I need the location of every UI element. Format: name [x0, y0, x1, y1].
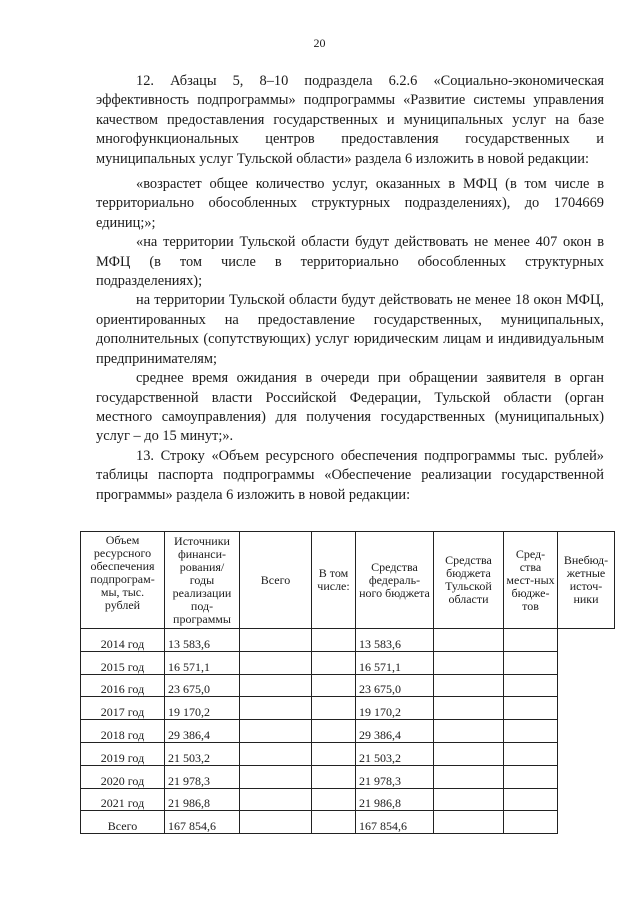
regional-cell: 29 386,4 — [356, 720, 434, 743]
extra-cell — [504, 765, 558, 788]
including-cell — [240, 811, 312, 834]
paragraph-item-12: 12. Абзацы 5, 8–10 подраздела 6.2.6 «Социально-экономическая эффективность подпрограммы» подпрограммы «Развитие системы управления качеством предоставления государственных и муниципальных услуг на базе многофункциональных центров предоставления государственных и муниципальных услуг Тульской области» раздела 6 изложить в новой редакции: — [96, 73, 604, 167]
regional-cell: 21 503,2 — [356, 742, 434, 765]
row-header-cell — [81, 532, 165, 629]
year-cell: 2020 год — [81, 765, 165, 788]
paragraph-windows-18: на территории Тульской области будут действовать не менее 18 окон МФЦ, ориентированных на предоставление государственных, муниципальных, дополнительных (сопутствующих) услуг юридическим лицам и индивидуальным предпринимателям; — [96, 292, 604, 367]
total-cell: 167 854,6 — [165, 811, 240, 834]
local-cell — [434, 697, 504, 720]
regional-cell: 21 986,8 — [356, 788, 434, 811]
header-total: Всего — [240, 532, 312, 629]
local-cell — [434, 811, 504, 834]
table-body — [81, 629, 615, 834]
paragraph-services-count: «возрастет общее количество услуг, оказанных в МФЦ (в том числе в территориально обособленных структурных подразделениях), до 1704669 единиц;»; — [96, 176, 604, 231]
federal-cell — [312, 765, 356, 788]
page-number: 20 — [313, 36, 326, 50]
regional-cell: 21 978,3 — [356, 765, 434, 788]
extra-cell — [504, 788, 558, 811]
extra-cell — [504, 674, 558, 697]
extra-cell — [504, 811, 558, 834]
year-cell: 2018 год — [81, 720, 165, 743]
regional-cell: 19 170,2 — [356, 697, 434, 720]
regional-cell: 23 675,0 — [356, 674, 434, 697]
paragraph-waiting-time: среднее время ожидания в очереди при обращении заявителя в орган государственной власти Российской Федерации, Тульской области (орган местного самоуправления) для получения государственных (муниципальных) услуг – до 15 минут;». — [96, 370, 604, 445]
total-cell: 16 571,1 — [165, 651, 240, 674]
table-row — [81, 811, 615, 834]
extra-cell — [504, 742, 558, 765]
paragraph-item-13: 13. Строку «Объем ресурсного обеспечения подпрограммы тыс. рублей» таблицы паспорта подпрограммы «Обеспечение реализации государственной программы» раздела 6 изложить в новой редакции: — [96, 447, 604, 503]
total-cell: 23 675,0 — [165, 674, 240, 697]
header-extra: Внебюд-жетные источ-ники — [558, 532, 615, 629]
table-row — [81, 629, 615, 652]
regional-cell: 167 854,6 — [356, 811, 434, 834]
including-cell — [240, 742, 312, 765]
including-cell — [240, 697, 312, 720]
federal-cell — [312, 651, 356, 674]
including-cell — [240, 720, 312, 743]
table-row — [81, 788, 615, 811]
including-cell — [240, 651, 312, 674]
total-cell: 21 978,3 — [165, 765, 240, 788]
total-cell: 19 170,2 — [165, 697, 240, 720]
header-sources: Источники финанси-рования/ годы реализации под-программы — [165, 532, 240, 629]
federal-cell — [312, 697, 356, 720]
local-cell — [434, 720, 504, 743]
local-cell — [434, 765, 504, 788]
including-cell — [240, 674, 312, 697]
header-local: Сред-ства мест-ных бюдже-тов — [504, 532, 558, 629]
table-row — [81, 651, 615, 674]
paragraph-windows-407: «на территории Тульской области будут действовать не менее 407 окон в МФЦ (в том числе в территориально обособленных структурных подразделениях); — [96, 234, 604, 290]
year-cell: 2019 год — [81, 742, 165, 765]
total-cell: 13 583,6 — [165, 629, 240, 652]
year-cell: 2021 год — [81, 788, 165, 811]
year-cell: 2017 год — [81, 697, 165, 720]
header-including: В том числе: — [312, 532, 356, 629]
federal-cell — [312, 742, 356, 765]
federal-cell — [312, 674, 356, 697]
extra-cell — [504, 629, 558, 652]
extra-cell — [504, 651, 558, 674]
document-body — [96, 72, 604, 505]
year-cell: 2014 год — [81, 629, 165, 652]
header-federal: Средства федераль-ного бюджета — [356, 532, 434, 629]
federal-cell — [312, 788, 356, 811]
table-row — [81, 765, 615, 788]
regional-cell: 16 571,1 — [356, 651, 434, 674]
federal-cell — [312, 720, 356, 743]
total-cell: 21 503,2 — [165, 742, 240, 765]
table-row — [81, 674, 615, 697]
extra-cell — [504, 697, 558, 720]
year-cell: Всего — [81, 811, 165, 834]
federal-cell — [312, 811, 356, 834]
including-cell — [240, 629, 312, 652]
local-cell — [434, 788, 504, 811]
local-cell — [434, 629, 504, 652]
row-header-text: Объем ресурсного обеспечения подпрограм-мы, тыс. рублей — [90, 533, 155, 612]
table-row — [81, 697, 615, 720]
table-row — [81, 720, 615, 743]
local-cell — [434, 742, 504, 765]
total-cell: 21 986,8 — [165, 788, 240, 811]
including-cell — [240, 788, 312, 811]
including-cell — [240, 765, 312, 788]
regional-cell: 13 583,6 — [356, 629, 434, 652]
year-cell: 2016 год — [81, 674, 165, 697]
header-regional: Средства бюджета Тульской области — [434, 532, 504, 629]
extra-cell — [504, 720, 558, 743]
federal-cell — [312, 629, 356, 652]
local-cell — [434, 674, 504, 697]
year-cell: 2015 год — [81, 651, 165, 674]
table-row — [81, 742, 615, 765]
total-cell: 29 386,4 — [165, 720, 240, 743]
local-cell — [434, 651, 504, 674]
resource-table — [80, 531, 615, 834]
